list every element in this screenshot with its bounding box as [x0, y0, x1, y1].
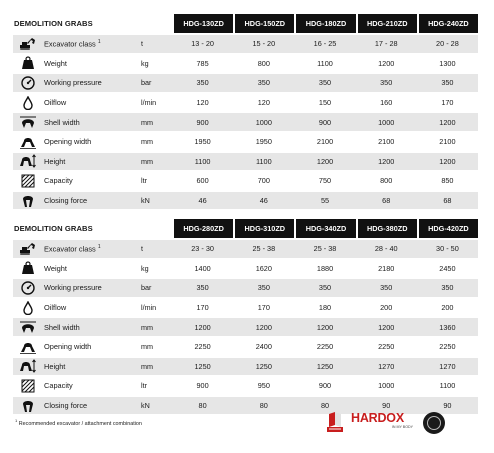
row-unit: l/min — [141, 98, 157, 108]
table-cell: 950 — [257, 381, 270, 391]
table-row — [13, 92, 478, 112]
table-cell: 1400 — [194, 263, 211, 273]
table-cell: 2100 — [378, 137, 395, 147]
table-cell: 2250 — [316, 342, 334, 352]
table-cell: 200 — [380, 303, 393, 313]
row-unit: l/min — [141, 303, 157, 313]
table-cell: 1950 — [255, 137, 272, 147]
table-cell: 80 — [259, 401, 268, 411]
row-label: Oilflow — [44, 98, 67, 108]
closing-force-icon — [13, 192, 43, 210]
table-row — [13, 356, 478, 376]
weight-icon — [13, 260, 43, 278]
height-icon — [13, 358, 43, 376]
row-unit: kN — [141, 401, 150, 411]
table-row — [13, 238, 478, 258]
table-cell: 1200 — [439, 156, 456, 166]
row-label: Working pressure — [44, 78, 102, 88]
table-cell: 1200 — [378, 322, 395, 332]
row-label: Oilflow — [44, 303, 67, 313]
table-cell: 13 - 20 — [191, 39, 214, 49]
table-row — [13, 151, 478, 171]
table-cell: 2450 — [439, 263, 456, 273]
table-cell: 80 — [320, 401, 330, 411]
row-label: Capacity — [44, 381, 73, 391]
table-title: DEMOLITION GRABS — [14, 19, 93, 28]
certification-logo — [325, 412, 345, 434]
table-cell: 170 — [257, 303, 270, 313]
table-cell: 1200 — [316, 156, 334, 166]
table-cell: 150 — [318, 98, 332, 108]
table-cell: 170 — [441, 98, 454, 108]
table-title: DEMOLITION GRABS — [14, 224, 93, 233]
table-row — [13, 277, 478, 297]
table-cell: 350 — [257, 283, 270, 293]
row-unit: mm — [141, 342, 153, 352]
table-cell: 16 - 25 — [313, 39, 337, 49]
row-unit: ltr — [141, 381, 147, 391]
model-header: HDG-380ZD — [358, 219, 417, 238]
table-cell: 1000 — [378, 381, 395, 391]
table-cell: 350 — [441, 283, 454, 293]
spec-table-1 — [13, 14, 478, 209]
model-header: HDG-420ZD — [419, 219, 478, 238]
table-cell: 15 - 20 — [252, 39, 276, 49]
table-cell: 350 — [318, 78, 332, 88]
table-cell: 800 — [380, 176, 393, 186]
closing-force-icon — [13, 397, 43, 415]
table-row — [13, 375, 478, 395]
table-cell: 1300 — [439, 58, 456, 68]
table-cell: 90 — [382, 401, 391, 411]
table-cell: 350 — [380, 283, 393, 293]
table-cell: 25 - 38 — [252, 244, 276, 254]
row-unit: kN — [141, 196, 150, 206]
row-unit: t — [141, 39, 143, 49]
row-unit: mm — [141, 322, 153, 332]
table-cell: 90 — [443, 401, 452, 411]
table-row — [13, 33, 478, 53]
shell-width-icon — [13, 318, 43, 336]
table-cell: 160 — [380, 98, 393, 108]
table-cell: 1000 — [255, 117, 272, 127]
table-cell: 28 - 40 — [374, 244, 398, 254]
row-unit: kg — [141, 58, 149, 68]
logo-strip — [325, 412, 445, 434]
table-cell: 55 — [320, 196, 330, 206]
table-cell: 2250 — [378, 342, 395, 352]
table-cell: 1100 — [439, 381, 456, 391]
table-cell: 2250 — [194, 342, 211, 352]
table-row — [13, 131, 478, 151]
table-cell: 120 — [196, 98, 209, 108]
table-cell: 2400 — [255, 342, 272, 352]
table-cell: 1200 — [439, 117, 456, 127]
table-cell: 350 — [380, 78, 393, 88]
table-cell: 1950 — [194, 137, 211, 147]
hardox-logo: HARDOX IN MY BODY — [351, 411, 413, 429]
table-cell: 30 - 50 — [436, 244, 459, 254]
model-header: HDG-130ZD — [174, 14, 233, 33]
table-cell: 1200 — [255, 322, 272, 332]
table-cell: 68 — [443, 196, 452, 206]
table-cell: 1100 — [317, 58, 333, 68]
table-cell: 2180 — [378, 263, 395, 273]
table-cell: 120 — [257, 98, 270, 108]
row-label: Capacity — [44, 176, 73, 186]
row-unit: ltr — [141, 176, 147, 186]
table-cell: 1200 — [194, 322, 211, 332]
table-cell: 1200 — [378, 156, 395, 166]
table-cell: 900 — [196, 381, 209, 391]
table-row — [13, 190, 478, 210]
row-label: Shell width — [44, 322, 80, 332]
table-cell: 900 — [196, 117, 209, 127]
table-cell: 850 — [441, 176, 454, 186]
weight-icon — [13, 55, 43, 73]
table-cell: 46 — [259, 196, 268, 206]
pressure-gauge-icon — [13, 74, 43, 92]
excavator-icon — [13, 35, 43, 53]
table-cell: 1270 — [378, 361, 395, 371]
table-row — [13, 297, 478, 317]
table-cell: 68 — [382, 196, 391, 206]
table-row — [13, 53, 478, 73]
table-cell: 1270 — [439, 361, 456, 371]
model-header: HDG-150ZD — [235, 14, 294, 33]
height-icon — [13, 153, 43, 171]
oil-drop-icon — [13, 94, 43, 112]
table-cell: 1880 — [316, 263, 334, 273]
table-cell: 1100 — [255, 156, 272, 166]
table-cell: 1250 — [316, 361, 334, 371]
row-label: Closing force — [44, 196, 88, 206]
table-cell: 1200 — [378, 58, 395, 68]
table-cell: 2100 — [316, 137, 334, 147]
table-cell: 1000 — [378, 117, 395, 127]
capacity-icon — [13, 172, 43, 190]
table-row — [13, 72, 478, 92]
table-cell: 350 — [257, 78, 270, 88]
row-label: Working pressure — [44, 283, 102, 293]
model-header: HDG-180ZD — [296, 14, 355, 33]
table-cell: 180 — [318, 303, 332, 313]
pressure-gauge-icon — [13, 279, 43, 297]
table-cell: 46 — [198, 196, 207, 206]
row-unit: t — [141, 244, 143, 254]
table-header — [13, 14, 478, 33]
row-label: Height — [44, 156, 66, 166]
table-cell: 1360 — [439, 322, 456, 332]
table-cell: 23 - 30 — [191, 244, 214, 254]
row-label: Closing force — [44, 401, 88, 411]
table-cell: 350 — [441, 78, 454, 88]
table-cell: 20 - 28 — [436, 39, 459, 49]
opening-width-icon — [13, 133, 43, 151]
table-cell: 1620 — [255, 263, 272, 273]
table-cell: 800 — [257, 58, 270, 68]
shell-width-icon — [13, 113, 43, 131]
table-row — [13, 170, 478, 190]
model-header: HDG-210ZD — [358, 14, 417, 33]
table-cell: 170 — [196, 303, 209, 313]
opening-width-icon — [13, 338, 43, 356]
row-label: Opening width — [44, 137, 92, 147]
row-label: Height — [44, 361, 66, 371]
table-row — [13, 316, 478, 336]
row-unit: bar — [141, 78, 152, 88]
row-unit: kg — [141, 263, 149, 273]
table-cell: 2250 — [439, 342, 456, 352]
spec-table-2 — [13, 219, 478, 414]
capacity-icon — [13, 377, 43, 395]
row-label: Opening width — [44, 342, 92, 352]
row-label: Weight — [44, 58, 67, 68]
model-header: HDG-240ZD — [419, 14, 478, 33]
table-cell: 900 — [318, 117, 332, 127]
row-label: Weight — [44, 263, 67, 273]
row-unit: bar — [141, 283, 152, 293]
table-cell: 350 — [318, 283, 332, 293]
table-cell: 600 — [196, 176, 209, 186]
table-cell: 900 — [318, 381, 332, 391]
model-header: HDG-310ZD — [235, 219, 294, 238]
table-row — [13, 336, 478, 356]
oil-drop-icon — [13, 299, 43, 317]
badge-logo — [423, 412, 445, 434]
footnote: $^1$ Recommended excavator / attachment combination — [15, 418, 142, 427]
table-cell: 200 — [441, 303, 454, 313]
row-unit: mm — [141, 117, 153, 127]
table-header — [13, 219, 478, 238]
row-unit: mm — [141, 156, 153, 166]
model-header: HDG-280ZD — [174, 219, 233, 238]
table-cell: 80 — [198, 401, 207, 411]
table-cell: 350 — [196, 283, 209, 293]
table-cell: 25 - 38 — [313, 244, 337, 254]
model-header: HDG-340ZD — [296, 219, 355, 238]
table-cell: 1250 — [255, 361, 272, 371]
row-unit: mm — [141, 361, 153, 371]
table-row — [13, 258, 478, 278]
table-cell: 700 — [257, 176, 270, 186]
table-cell: 350 — [196, 78, 209, 88]
row-label: Excavator class $^1$ — [44, 244, 101, 254]
row-label: Shell width — [44, 117, 80, 127]
table-cell: 1100 — [194, 156, 211, 166]
table-cell: 17 - 28 — [374, 39, 398, 49]
row-unit: mm — [141, 137, 153, 147]
table-cell: 1200 — [316, 322, 334, 332]
table-cell: 2100 — [439, 137, 456, 147]
table-cell: 785 — [196, 58, 209, 68]
row-label: Excavator class $^1$ — [44, 39, 101, 49]
table-cell: 750 — [318, 176, 332, 186]
table-cell: 1250 — [194, 361, 211, 371]
excavator-icon — [13, 240, 43, 258]
table-row — [13, 111, 478, 131]
